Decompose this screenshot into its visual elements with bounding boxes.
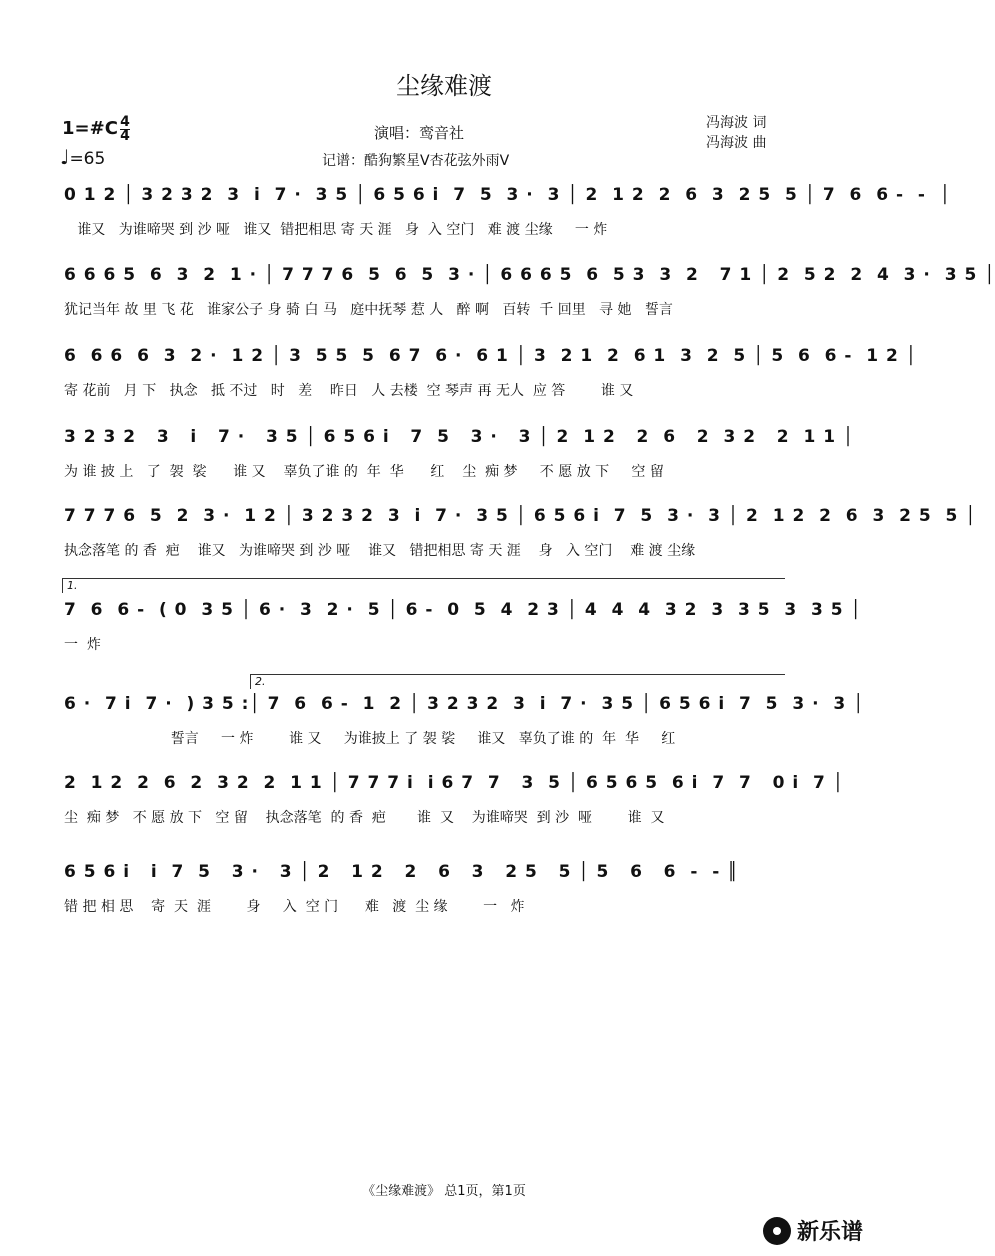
staff-row — [60, 427, 855, 497]
author-credits — [706, 113, 766, 153]
notation-line: 0 1 2 │ 3 2 3 2 3 i 7 · 3 5 │ 6 5 6 i 7 5 3 · 3 │ 2 1 2 2 6 3 2 5 5 │ 7 6 6 - - │ — [64, 185, 951, 205]
notation-line: 6 · 7 i 7 · ) 3 5 :│ 7 6 6 - 1 2 │ 3 2 3 2 3 i 7 · 3 5 │ 6 5 6 i 7 5 3 · 3 │ — [64, 694, 865, 714]
page-footer: 《尘缘难渡》 总1页，第1页 — [362, 1184, 526, 1199]
notation-line: 6 5 6 i i 7 5 3 · 3 │ 2 1 2 2 6 3 2 5 5 │ 5 6 6 - - ║ — [64, 862, 739, 882]
staff-row — [60, 346, 918, 416]
singer-credit: 演唱：鸾音社 — [374, 124, 465, 142]
lyric-line: 尘 痴 梦 不 愿 放 下 空 留 执念落笔 的 香 疤 谁 又 为谁啼哭 到 沙 哑 谁 又 — [64, 810, 665, 826]
page-title: 尘缘难渡 — [396, 72, 492, 100]
staff-row — [60, 773, 844, 843]
notation-line: 6 6 6 6 3 2 · 1 2 │ 3 5 5 5 6 7 6 · 6 1 │ 3 2 1 2 6 1 3 2 5 │ 5 6 6 - 1 2 │ — [64, 346, 918, 366]
composer-credit: 冯海波 曲 — [706, 135, 767, 151]
transcriber-credit: 记谱：酷狗繁星V杏花弦外雨V — [322, 153, 510, 169]
time-signature-bottom: 4 — [120, 128, 130, 144]
record-disc-icon — [763, 1217, 791, 1245]
lyric-line: 誓言 一 炸 谁 又 为谁披上 了 袈 裟 谁又 辜负了谁 的 年 华 红 — [64, 731, 676, 747]
notation-line: 2 1 2 2 6 2 3 2 2 1 1 │ 7 7 7 i i 6 7 7 3 5 │ 6 5 6 5 6 i 7 7 0 i 7 │ — [64, 773, 844, 793]
lyric-line: 执念落笔 的 香 疤 谁又 为谁啼哭 到 沙 哑 谁又 错把相思 寄 天 涯 身 入 空门 难 渡 尘缘 — [64, 543, 696, 559]
lyric-line: 犹记当年 故 里 飞 花 谁家公子 身 骑 白 马 庭中抚琴 惹 人 醉 啊 百转 千 回里 寻 她 誓言 — [64, 302, 673, 318]
time-signature-top: 4 — [120, 114, 130, 130]
lyric-line: 为 谁 披 上 了 袈 裟 谁 又 辜负了谁 的 年 华 红 尘 痴 梦 不 愿 放 下 空 留 — [64, 464, 664, 480]
staff-row — [60, 265, 995, 335]
volta-1-label: 1. — [67, 579, 78, 592]
key-signature: 1=#C — [62, 118, 118, 139]
notation-line: 3 2 3 2 3 i 7 · 3 5 │ 6 5 6 i 7 5 3 · 3 │ 2 1 2 2 6 2 3 2 2 1 1 │ — [64, 427, 855, 447]
notation-line: 7 7 7 6 5 2 3 · 1 2 │ 3 2 3 2 3 i 7 · 3 5 │ 6 5 6 i 7 5 3 · 3 │ 2 1 2 2 6 3 2 5 5 │ — [64, 506, 977, 526]
quarter-note-icon: ♩ — [60, 145, 70, 169]
lyric-line: 错 把 相 思 寄 天 涯 身 入 空 门 难 渡 尘 缘 一 炸 — [64, 899, 525, 915]
site-logo — [763, 1215, 863, 1246]
staff-row — [60, 506, 977, 576]
tempo-value: =65 — [69, 149, 106, 169]
staff-row — [60, 862, 788, 932]
notation-line: 7 6 6 - ( 0 3 5 │ 6 · 3 2 · 5 │ 6 - 0 5 4 2 3 │ 4 4 4 3 2 3 3 5 3 3 5 │ — [64, 600, 862, 620]
lyric-line: 一 炸 — [64, 637, 101, 653]
tempo-mark — [60, 145, 105, 169]
staff-row — [60, 600, 862, 670]
notation-line: 6 6 6 5 6 3 2 1 · │ 7 7 7 6 5 6 5 3 · │ 6 6 6 5 6 5 3 3 2 7 1 │ 2 5 2 2 4 3 · 3 5 │ — [64, 265, 995, 285]
volta-bracket-1 — [62, 578, 784, 598]
logo-text: 新乐谱 — [797, 1220, 864, 1245]
time-signature — [120, 116, 130, 143]
staff-row — [60, 694, 865, 764]
lyric-line: 谁又 为谁啼哭 到 沙 哑 谁又 错把相思 寄 天 涯 身 入 空门 难 渡 尘缘 一 炸 — [64, 222, 608, 238]
lyricist-credit: 冯海波 词 — [706, 115, 767, 131]
staff-row — [60, 185, 951, 255]
lyric-line: 寄 花前 月 下 执念 抵 不过 时 差 昨日 人 去楼 空 琴声 再 无人 应 答 谁 又 — [64, 383, 634, 399]
volta-2-label: 2. — [255, 675, 266, 688]
volta-bracket-2 — [250, 674, 784, 694]
